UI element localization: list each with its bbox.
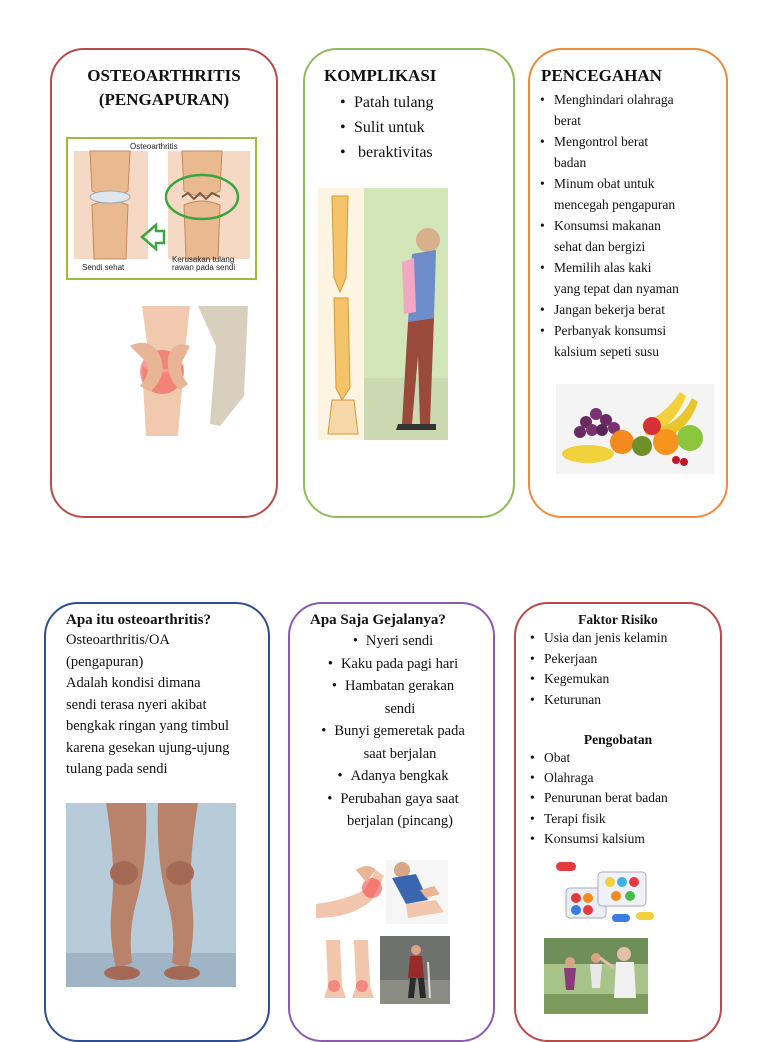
list-item-line1: • Perbanyak konsumsi	[554, 323, 667, 338]
definition-line: sendi terasa nyeri akibat	[66, 696, 207, 713]
list-item-line1: Kaku pada pagi hari	[340, 655, 459, 672]
list-item: • Usia dan jenis kelamin	[530, 628, 715, 649]
list-item-line2: berjalan (pincang)	[347, 813, 453, 829]
list-item	[540, 215, 720, 257]
list-item-line1: • Memilih alas kaki	[554, 260, 652, 275]
swollen-feet-illustration	[318, 936, 380, 1004]
knee-pain-photo	[120, 306, 250, 436]
list-item: • Pekerjaan	[530, 649, 715, 670]
list-item	[540, 320, 720, 362]
caption-damaged-line2: rawan pada sendi	[172, 263, 236, 272]
symptom-list	[298, 630, 488, 833]
panel2-title: KOMPLIKASI	[324, 66, 437, 85]
definition-line: Osteoarthritis/OA	[66, 632, 170, 648]
list-item: • Patah tulang	[340, 90, 500, 115]
risk-list	[530, 628, 715, 710]
list-item-line2: badan	[554, 155, 587, 170]
list-item	[298, 788, 488, 833]
knee-pain-illustration	[120, 306, 250, 436]
list-item: • Keturunan	[530, 690, 715, 711]
list-item	[298, 720, 488, 765]
pills-illustration	[552, 852, 658, 932]
list-item-line2: berat	[554, 113, 581, 128]
list-item: • Penurunan berat badan	[530, 788, 715, 808]
list-item	[298, 653, 488, 676]
fruits-illustration	[556, 384, 714, 474]
definition-line: bengkak ringan yang timbul	[66, 718, 230, 734]
complication-illustration	[318, 188, 448, 440]
caption-damaged-line1: Kerusakan tulang	[172, 255, 235, 264]
list-item-line2: mencegah pengapuran	[554, 197, 676, 212]
caption-damaged-joint	[172, 256, 235, 272]
list-item-line2: yang tepat dan nyaman	[554, 281, 679, 296]
walking-cane-photo	[380, 936, 450, 1004]
list-item	[540, 257, 720, 299]
panel-osteoarthritis	[50, 48, 278, 518]
list-item-line1: • Minum obat untuk	[554, 176, 655, 191]
panel5-title: Apa Saja Gejalanya?	[310, 612, 446, 628]
panel1-title	[50, 64, 278, 112]
list-item: • Obat	[530, 748, 715, 768]
panel1-title-line1: OSTEOARTHRITIS	[87, 66, 241, 85]
legs-photo	[66, 803, 236, 987]
knee-diagram	[66, 137, 257, 280]
list-item-line2: kalsium sepeti susu	[554, 344, 659, 359]
exercise-photo	[544, 938, 648, 1014]
list-item-line1: • Konsumsi makanan	[554, 218, 661, 233]
definition-line: Adalah kondisi dimana	[66, 675, 201, 691]
definition-line: karena gesekan ujung-ujung	[66, 739, 230, 756]
panel1-title-line2: (PENGAPURAN)	[98, 90, 230, 109]
complication-list	[340, 90, 500, 165]
list-item-line1: Perubahan gaya saat	[340, 790, 459, 807]
definition-line: (pengapuran)	[66, 653, 144, 670]
list-item-line2: sehat dan bergizi	[554, 239, 646, 254]
leg-pain-illustration	[316, 860, 386, 924]
risk-title: Faktor Risiko	[578, 612, 658, 627]
walking-cane-illustration	[380, 936, 450, 1004]
list-item-line1: • Mengontrol berat	[554, 134, 649, 149]
list-item	[540, 299, 720, 320]
knee-exam-photo	[386, 860, 448, 924]
knee-exam-illustration	[386, 860, 448, 924]
list-item-line1: Hambatan gerakan	[344, 678, 455, 694]
bowed-legs-illustration	[66, 803, 236, 987]
diagram-title: Osteoarthritis	[130, 142, 178, 151]
list-item: • Terapi fisik	[530, 809, 715, 829]
list-item	[298, 630, 488, 653]
treatment-list	[530, 748, 715, 849]
list-item: • Olahraga	[530, 768, 715, 788]
list-item-line1: Nyeri sendi	[365, 633, 434, 649]
list-item	[540, 131, 720, 173]
list-item-line2: saat berjalan	[363, 745, 437, 762]
list-item	[298, 675, 488, 720]
list-item-line1: • Menghindari olahraga	[554, 92, 674, 107]
pills-photo	[552, 852, 658, 932]
list-item-line2: sendi	[384, 700, 416, 717]
list-item-line1: Bunyi gemeretak pada	[334, 723, 465, 739]
list-item-line1: • Jangan bekerja berat	[554, 302, 665, 317]
treatment-title: Pengobatan	[583, 732, 653, 747]
leg-pain-photo	[316, 860, 386, 924]
elderly-exercise-illustration	[544, 938, 648, 1014]
definition-line: tulang pada sendi	[66, 761, 168, 777]
list-item	[540, 173, 720, 215]
list-item: • Sulit untuk	[340, 115, 500, 140]
definition-text	[66, 630, 266, 781]
list-item	[298, 765, 488, 788]
swollen-feet-photo	[318, 936, 380, 1004]
list-item-continuation	[340, 140, 500, 165]
caption-healthy-joint: Sendi sehat	[82, 263, 125, 272]
prevention-list	[540, 89, 720, 362]
list-item-continuation-text: beraktivitas	[358, 144, 433, 161]
fracture-and-elderly-illustration	[318, 188, 448, 440]
list-item	[540, 89, 720, 131]
list-item-line1: Adanya bengkak	[350, 768, 449, 784]
fruits-photo	[556, 384, 714, 474]
list-item: • Konsumsi kalsium	[530, 829, 715, 849]
list-item: • Kegemukan	[530, 669, 715, 690]
panel3-title: PENCEGAHAN	[541, 66, 662, 85]
panel4-title: Apa itu osteoarthritis?	[66, 612, 211, 628]
